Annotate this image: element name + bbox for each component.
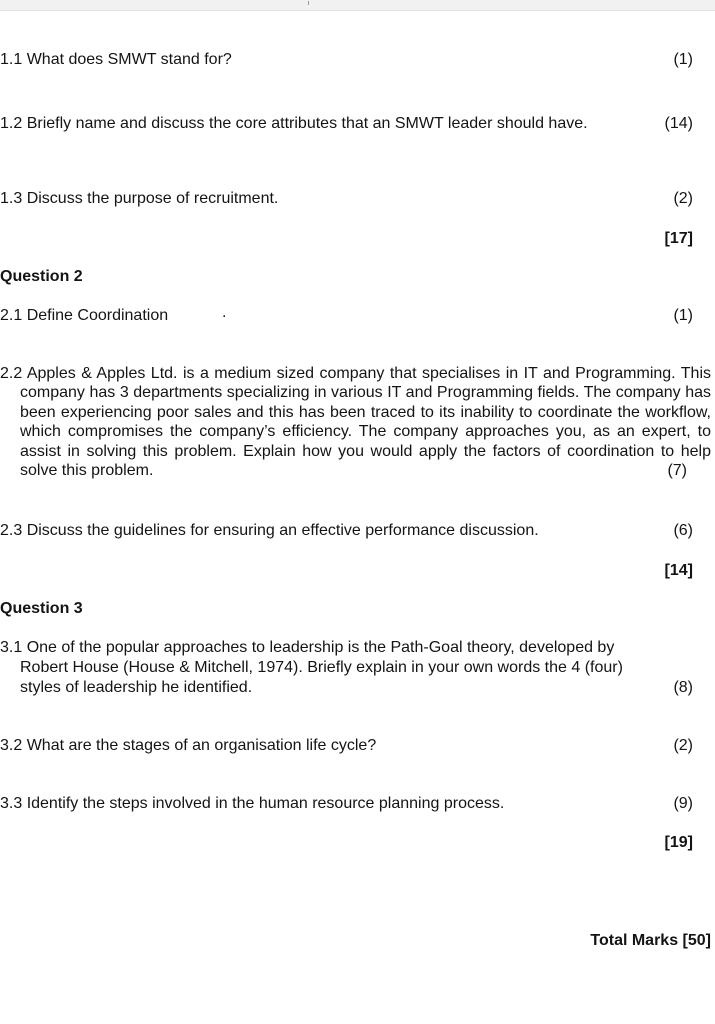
question-2-3-text: 2.3 Discuss the guidelines for ensuring an effective performance discussion. xyxy=(0,522,539,539)
question-3-1-line-3: styles of leadership he identified. xyxy=(20,679,253,696)
top-edge-bar xyxy=(0,0,715,11)
question-3-3-text: 3.3 Identify the steps involved in the human resource planning process. xyxy=(0,795,505,812)
question-1-1-marks: (1) xyxy=(673,51,693,68)
question-2-heading: Question 2 xyxy=(0,268,83,285)
question-2-1-marks: (1) xyxy=(673,307,693,324)
question-2-1-text: 2.1 Define Coordination xyxy=(0,307,169,324)
question-2-3-marks: (6) xyxy=(673,522,693,539)
question-3-2-marks: (2) xyxy=(673,737,693,754)
question-3-2-text: 3.2 What are the stages of an organisation life cycle? xyxy=(0,737,377,754)
question-1-total: [17] xyxy=(664,230,693,247)
question-1-2-marks: (14) xyxy=(664,115,693,132)
question-1-1-text: 1.1 What does SMWT stand for? xyxy=(0,51,232,68)
question-3-1-marks: (8) xyxy=(673,679,693,696)
question-2-total: [14] xyxy=(664,562,693,579)
question-1-2-text: 1.2 Briefly name and discuss the core attributes that an SMWT leader should have. xyxy=(0,115,588,132)
question-1-3-text: 1.3 Discuss the purpose of recruitment. xyxy=(0,190,279,207)
question-2-2-paragraph xyxy=(0,364,711,480)
question-2-2-marks: (7) xyxy=(667,462,687,479)
total-marks: Total Marks [50] xyxy=(590,932,711,949)
question-2-2-text: 2.2 Apples & Apples Ltd. is a medium sized company that specialises in IT and Programming. This company has 3 departments specializing in various IT and Programming fields. The company has been experiencing poor sales and this has been traced to its inability to coordinate the workflow, which compromises the company’s efficiency. The company approaches you, as an expert, to assist in solving this problem. Explain how you would apply the factors of coordination to help solve this problem. xyxy=(0,365,711,480)
stray-dot: . xyxy=(222,304,227,321)
question-3-heading: Question 3 xyxy=(0,600,83,617)
question-3-total: [19] xyxy=(664,834,693,851)
question-3-1-line-1: 3.1 One of the popular approaches to leadership is the Path-Goal theory, developed by xyxy=(0,639,615,656)
question-3-1-line-2: Robert House (House & Mitchell, 1974). Briefly explain in your own words the 4 (four) xyxy=(20,659,623,676)
question-3-3-marks: (9) xyxy=(673,795,693,812)
top-edge-tick xyxy=(308,1,309,5)
question-1-3-marks: (2) xyxy=(673,190,693,207)
